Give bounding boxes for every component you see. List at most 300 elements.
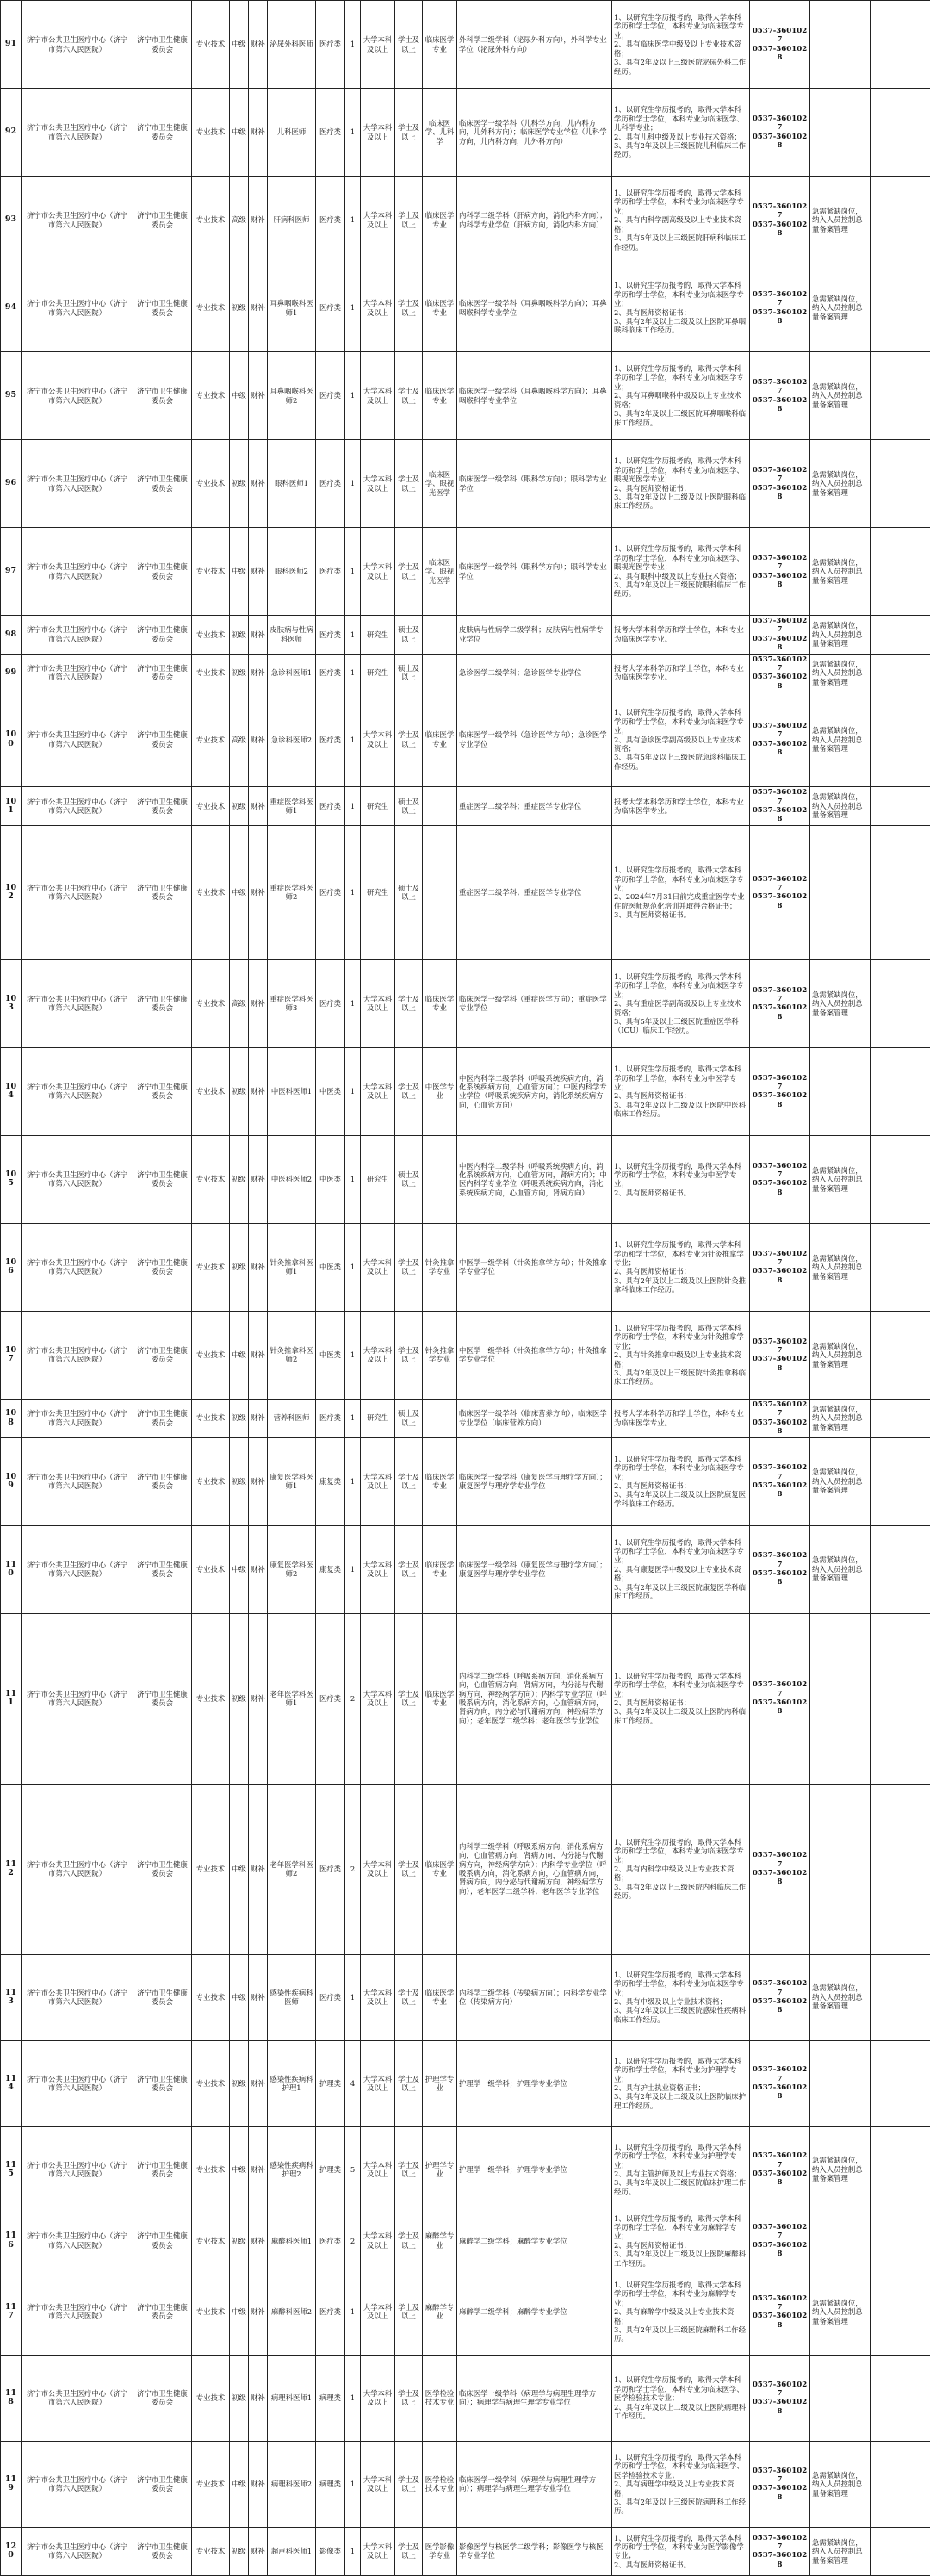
table-row: [1, 352, 930, 440]
post-category-cell: 专业技术: [192, 1437, 230, 1525]
department-cell: 济宁市卫生健康委员会: [133, 2355, 192, 2441]
post-level-cell: 初级: [230, 616, 249, 655]
headcount-cell: 1: [345, 264, 361, 352]
note-cell: [810, 2355, 871, 2441]
unit-name-cell: 济宁市公共卫生医疗中心（济宁市第六人民医院）: [22, 1311, 133, 1399]
funding-type-cell: 财补: [249, 616, 268, 655]
headcount-cell: 1: [345, 654, 361, 692]
department-cell: 济宁市卫生健康委员会: [133, 1311, 192, 1399]
headcount-cell: 1: [345, 1223, 361, 1311]
post-level-cell: 中级: [230, 89, 249, 177]
undergrad-major-cell: 医学影像学专业: [423, 2527, 457, 2575]
post-category-cell: 专业技术: [192, 352, 230, 440]
requirements-cell: 1、以研究生学历报考的，取得大学本科学历和学士学位，本科专业为中医学专业； 2、具有医师资格证书； 3、具有2年及以上二级及以上医院中医科临床工作经历。: [612, 1047, 750, 1135]
requirements-cell: 1、以研究生学历报考的，取得大学本科学历和学士学位，本科专业为临床医学、医学检验技术专业； 2、具有2年及以上二级及以上医院病理科工作经历。: [612, 2355, 750, 2441]
empty-cell: [871, 787, 930, 826]
department-cell: 济宁市卫生健康委员会: [133, 440, 192, 528]
unit-name-cell: 济宁市公共卫生医疗中心（济宁市第六人民医院）: [22, 692, 133, 787]
exam-type-cell: 康复类: [316, 1525, 345, 1613]
empty-cell: [871, 1399, 930, 1437]
row-number: 93: [1, 177, 22, 264]
post-category-cell: 专业技术: [192, 2355, 230, 2441]
department-cell: 济宁市卫生健康委员会: [133, 2441, 192, 2527]
note-cell: 急需紧缺岗位，纳入人员控制总量备案管理: [810, 654, 871, 692]
post-name-cell: 麻醉科医师1: [268, 2213, 316, 2269]
degree-cell: 硕士及以上: [395, 1399, 423, 1437]
requirements-cell: 1、以研究生学历报考的，取得大学本科学历和学士学位，本科专业为临床医学专业； 2、具有中级及以上专业技术资格； 3、具有2年及以上三级医院感染性疾病科临床工作经历。: [612, 1954, 750, 2040]
funding-type-cell: 财补: [249, 654, 268, 692]
post-level-cell: 中级: [230, 1954, 249, 2040]
requirements-cell: 1、以研究生学历报考的，取得大学本科学历和学士学位，本科专业为临床医学、儿科学专业； 2、具有儿科中级及以上专业技术资格； 3、具有2年及以上三级医院儿科临床工作经历。: [612, 89, 750, 177]
note-cell: 急需紧缺岗位，纳入人员控制总量备案管理: [810, 352, 871, 440]
undergrad-major-cell: 临床医学专业: [423, 1437, 457, 1525]
table-row: [1, 89, 930, 177]
row-number: 105: [1, 1135, 22, 1223]
undergrad-major-cell: 临床医学专业: [423, 1784, 457, 1954]
note-cell: 急需紧缺岗位，纳入人员控制总量备案管理: [810, 1135, 871, 1223]
phone-cell: 0537-3601027 0537-3601028: [750, 959, 810, 1047]
undergrad-major-cell: [423, 1399, 457, 1437]
unit-name-cell: 济宁市公共卫生医疗中心（济宁市第六人民医院）: [22, 2269, 133, 2355]
phone-cell: 0537-3601027 0537-3601028: [750, 2040, 810, 2126]
note-cell: 急需紧缺岗位，纳入人员控制总量备案管理: [810, 1311, 871, 1399]
exam-type-cell: 病理类: [316, 2441, 345, 2527]
exam-type-cell: 医疗类: [316, 1, 345, 89]
empty-cell: [871, 440, 930, 528]
note-cell: 急需紧缺岗位，纳入人员控制总量备案管理: [810, 2126, 871, 2213]
funding-type-cell: 财补: [249, 1, 268, 89]
degree-cell: 学士及以上: [395, 528, 423, 616]
row-number: 119: [1, 2441, 22, 2527]
headcount-cell: 1: [345, 825, 361, 959]
department-cell: 济宁市卫生健康委员会: [133, 1047, 192, 1135]
exam-type-cell: 护理类: [316, 2040, 345, 2126]
table-row: [1, 2269, 930, 2355]
postgrad-major-cell: 临床医学一级学科（急诊医学方向）；急诊医学专业学位: [457, 692, 612, 787]
funding-type-cell: 财补: [249, 825, 268, 959]
post-level-cell: 中级: [230, 1311, 249, 1399]
exam-type-cell: 医疗类: [316, 2269, 345, 2355]
requirements-cell: 1、以研究生学历报考的，取得大学本科学历和学士学位，本科专业为临床医学、眼视光医学专业； 2、具有眼科中级及以上专业技术资格； 3、具有2年及以上三级医院眼科临床工作经历。: [612, 528, 750, 616]
undergrad-major-cell: 临床医学专业: [423, 1954, 457, 2040]
table-row: [1, 2355, 930, 2441]
postgrad-major-cell: 临床医学一级学科（耳鼻咽喉科学方向）；耳鼻咽喉科学专业学位: [457, 352, 612, 440]
empty-cell: [871, 264, 930, 352]
empty-cell: [871, 2441, 930, 2527]
undergrad-major-cell: 麻醉学专业: [423, 2269, 457, 2355]
unit-name-cell: 济宁市公共卫生医疗中心（济宁市第六人民医院）: [22, 1954, 133, 2040]
row-number: 120: [1, 2527, 22, 2575]
table-row: [1, 1613, 930, 1784]
table-row: [1, 1135, 930, 1223]
department-cell: 济宁市卫生健康委员会: [133, 2126, 192, 2213]
phone-cell: 0537-3601027 0537-3601028: [750, 616, 810, 655]
postgrad-major-cell: 临床医学一级学科（眼科学方向）；眼科学专业学位: [457, 440, 612, 528]
post-name-cell: 感染性疾病科医师: [268, 1954, 316, 2040]
funding-type-cell: 财补: [249, 440, 268, 528]
row-number: 104: [1, 1047, 22, 1135]
post-level-cell: 中级: [230, 352, 249, 440]
phone-cell: 0537-3601027 0537-3601028: [750, 440, 810, 528]
note-cell: 急需紧缺岗位，纳入人员控制总量备案管理: [810, 1437, 871, 1525]
post-level-cell: 高级: [230, 959, 249, 1047]
post-category-cell: 专业技术: [192, 787, 230, 826]
education-cell: 大学本科及以上: [361, 2441, 395, 2527]
headcount-cell: 1: [345, 1047, 361, 1135]
table-row: [1, 177, 930, 264]
row-number: 112: [1, 1784, 22, 1954]
exam-type-cell: 中医类: [316, 1223, 345, 1311]
row-number: 107: [1, 1311, 22, 1399]
unit-name-cell: 济宁市公共卫生医疗中心（济宁市第六人民医院）: [22, 2040, 133, 2126]
postgrad-major-cell: 临床医学一级学科（病理学与病理生理学方向）；病理学与病理生理学专业学位: [457, 2441, 612, 2527]
postgrad-major-cell: 临床医学一级学科（儿科学方向，儿内科方向，儿外科方向）；临床医学专业学位（儿科学方向，儿内科方向，儿外科方向）: [457, 89, 612, 177]
exam-type-cell: 医疗类: [316, 654, 345, 692]
empty-cell: [871, 2269, 930, 2355]
undergrad-major-cell: 临床医学专业: [423, 1613, 457, 1784]
post-category-cell: 专业技术: [192, 528, 230, 616]
degree-cell: 学士及以上: [395, 1223, 423, 1311]
post-level-cell: 初级: [230, 440, 249, 528]
education-cell: 大学本科及以上: [361, 1047, 395, 1135]
funding-type-cell: 财补: [249, 1437, 268, 1525]
undergrad-major-cell: 临床医学专业: [423, 692, 457, 787]
post-category-cell: 专业技术: [192, 1311, 230, 1399]
phone-cell: 0537-3601027 0537-3601028: [750, 1399, 810, 1437]
post-category-cell: 专业技术: [192, 692, 230, 787]
requirements-cell: 1、以研究生学历报考的，取得大学本科学历和学士学位，本科专业为临床医学专业； 2、具有临床医学中级及以上专业技术资格； 3、具有2年及以上三级医院泌尿外科工作经历。: [612, 1, 750, 89]
postgrad-major-cell: 皮肤病与性病学二级学科；皮肤病与性病学专业学位: [457, 616, 612, 655]
postgrad-major-cell: 护理学一级学科；护理学专业学位: [457, 2126, 612, 2213]
post-level-cell: 中级: [230, 1784, 249, 1954]
note-cell: [810, 1784, 871, 1954]
post-name-cell: 耳鼻咽喉科医师1: [268, 264, 316, 352]
exam-type-cell: 医疗类: [316, 528, 345, 616]
unit-name-cell: 济宁市公共卫生医疗中心（济宁市第六人民医院）: [22, 264, 133, 352]
empty-cell: [871, 1784, 930, 1954]
headcount-cell: 1: [345, 1954, 361, 2040]
empty-cell: [871, 528, 930, 616]
post-level-cell: 初级: [230, 1135, 249, 1223]
education-cell: 大学本科及以上: [361, 1311, 395, 1399]
unit-name-cell: 济宁市公共卫生医疗中心（济宁市第六人民医院）: [22, 1, 133, 89]
exam-type-cell: 医疗类: [316, 825, 345, 959]
empty-cell: [871, 2355, 930, 2441]
postgrad-major-cell: 临床医学一级学科（重症医学方向）；重症医学专业学位: [457, 959, 612, 1047]
headcount-cell: 1: [345, 352, 361, 440]
degree-cell: 学士及以上: [395, 2269, 423, 2355]
degree-cell: 学士及以上: [395, 2040, 423, 2126]
row-number: 97: [1, 528, 22, 616]
note-cell: 急需紧缺岗位，纳入人员控制总量备案管理: [810, 1954, 871, 2040]
table-row: [1, 2040, 930, 2126]
degree-cell: 学士及以上: [395, 177, 423, 264]
department-cell: 济宁市卫生健康委员会: [133, 2040, 192, 2126]
table-row: [1, 1047, 930, 1135]
department-cell: 济宁市卫生健康委员会: [133, 1525, 192, 1613]
note-cell: [810, 1, 871, 89]
unit-name-cell: 济宁市公共卫生医疗中心（济宁市第六人民医院）: [22, 89, 133, 177]
row-number: 92: [1, 89, 22, 177]
unit-name-cell: 济宁市公共卫生医疗中心（济宁市第六人民医院）: [22, 1135, 133, 1223]
empty-cell: [871, 1525, 930, 1613]
unit-name-cell: 济宁市公共卫生医疗中心（济宁市第六人民医院）: [22, 787, 133, 826]
funding-type-cell: 财补: [249, 1223, 268, 1311]
degree-cell: 学士及以上: [395, 2441, 423, 2527]
headcount-cell: 1: [345, 1311, 361, 1399]
exam-type-cell: 医疗类: [316, 2213, 345, 2269]
undergrad-major-cell: 临床医学、眼视光医学: [423, 440, 457, 528]
department-cell: 济宁市卫生健康委员会: [133, 787, 192, 826]
education-cell: 大学本科及以上: [361, 177, 395, 264]
table-row: [1, 1223, 930, 1311]
empty-cell: [871, 654, 930, 692]
requirements-cell: 1、以研究生学历报考的，取得大学本科学历和学士学位，本科专业为针灸推拿学专业； 2、具有医师资格证书； 3、具有2年及以上二级及以上医院针灸推拿科临床工作经历。: [612, 1223, 750, 1311]
post-name-cell: 重症医学科医师3: [268, 959, 316, 1047]
requirements-cell: 1、以研究生学历报考的，取得大学本科学历和学士学位，本科专业为临床医学专业； 2、具有耳鼻咽喉科中级及以上专业技术资格； 3、具有2年及以上三级医院耳鼻咽喉科临床工作经历。: [612, 352, 750, 440]
headcount-cell: 1: [345, 1437, 361, 1525]
post-category-cell: 专业技术: [192, 2126, 230, 2213]
exam-type-cell: 中医类: [316, 1311, 345, 1399]
education-cell: 大学本科及以上: [361, 264, 395, 352]
department-cell: 济宁市卫生健康委员会: [133, 2527, 192, 2575]
note-cell: [810, 2213, 871, 2269]
post-name-cell: 感染性疾病科护理1: [268, 2040, 316, 2126]
department-cell: 济宁市卫生健康委员会: [133, 177, 192, 264]
exam-type-cell: 医疗类: [316, 177, 345, 264]
degree-cell: 学士及以上: [395, 1954, 423, 2040]
row-number: 114: [1, 2040, 22, 2126]
exam-type-cell: 医疗类: [316, 264, 345, 352]
exam-type-cell: 医疗类: [316, 1399, 345, 1437]
postgrad-major-cell: 中医学一级学科（针灸推拿学方向）；针灸推拿学专业学位: [457, 1311, 612, 1399]
education-cell: 大学本科及以上: [361, 352, 395, 440]
funding-type-cell: 财补: [249, 2441, 268, 2527]
education-cell: 研究生: [361, 654, 395, 692]
funding-type-cell: 财补: [249, 692, 268, 787]
funding-type-cell: 财补: [249, 959, 268, 1047]
requirements-cell: 1、以研究生学历报考的，取得大学本科学历和学士学位，本科专业为针灸推拿学专业； 2、具有针灸推拿中级及以上专业技术资格； 3、具有2年及以上三级医院针灸推拿科临床工作经历。: [612, 1311, 750, 1399]
phone-cell: 0537-3601027 0537-3601028: [750, 2355, 810, 2441]
empty-cell: [871, 2527, 930, 2575]
undergrad-major-cell: 中医学专业: [423, 1047, 457, 1135]
funding-type-cell: 财补: [249, 1613, 268, 1784]
post-name-cell: 超声科医师1: [268, 2527, 316, 2575]
post-level-cell: 中级: [230, 1525, 249, 1613]
undergrad-major-cell: [423, 654, 457, 692]
empty-cell: [871, 616, 930, 655]
empty-cell: [871, 825, 930, 959]
undergrad-major-cell: 针灸推拿学专业: [423, 1311, 457, 1399]
note-cell: 急需紧缺岗位，纳入人员控制总量备案管理: [810, 692, 871, 787]
table-body: [1, 1, 930, 2576]
post-name-cell: 泌尿外科医师: [268, 1, 316, 89]
empty-cell: [871, 1, 930, 89]
post-level-cell: 高级: [230, 177, 249, 264]
degree-cell: 学士及以上: [395, 1525, 423, 1613]
requirements-cell: 1、以研究生学历报考的，取得大学本科学历和学士学位，本科专业为临床医学专业； 2、具有内科学副高级及以上专业技术资格； 3、具有5年及以上三级医院肝病科临床工作经历。: [612, 177, 750, 264]
education-cell: 研究生: [361, 1399, 395, 1437]
table-row: [1, 616, 930, 655]
note-cell: 急需紧缺岗位，纳入人员控制总量备案管理: [810, 959, 871, 1047]
row-number: 116: [1, 2213, 22, 2269]
post-name-cell: 感染性疾病科护理2: [268, 2126, 316, 2213]
undergrad-major-cell: [423, 616, 457, 655]
headcount-cell: 1: [345, 1525, 361, 1613]
exam-type-cell: 影像类: [316, 2527, 345, 2575]
row-number: 111: [1, 1613, 22, 1784]
requirements-cell: 1、以研究生学历报考的，取得大学本科学历和学士学位，本科专业为临床医学专业； 2、2024年7月31日前完成重症医学专业住院医师规范化培训并取得合格证书； 3、具有医师资格证书。: [612, 825, 750, 959]
degree-cell: 学士及以上: [395, 2126, 423, 2213]
postgrad-major-cell: 临床医学一级学科（临床营养方向）；临床医学专业学位（临床营养方向）: [457, 1399, 612, 1437]
unit-name-cell: 济宁市公共卫生医疗中心（济宁市第六人民医院）: [22, 1613, 133, 1784]
department-cell: 济宁市卫生健康委员会: [133, 1135, 192, 1223]
row-number: 102: [1, 825, 22, 959]
education-cell: 大学本科及以上: [361, 2527, 395, 2575]
phone-cell: 0537-3601027 0537-3601028: [750, 1, 810, 89]
undergrad-major-cell: [423, 787, 457, 826]
postgrad-major-cell: 临床医学一级学科（眼科学方向）；眼科学专业学位: [457, 528, 612, 616]
education-cell: 研究生: [361, 616, 395, 655]
headcount-cell: 1: [345, 177, 361, 264]
post-category-cell: 专业技术: [192, 1047, 230, 1135]
exam-type-cell: 病理类: [316, 2355, 345, 2441]
requirements-cell: 1、以研究生学历报考的，取得大学本科学历和学士学位，本科专业为麻醉学专业； 2、具有医师资格证书； 3、具有2年及以上二级及以上医院麻醉科工作经历。: [612, 2213, 750, 2269]
department-cell: 济宁市卫生健康委员会: [133, 352, 192, 440]
funding-type-cell: 财补: [249, 2355, 268, 2441]
postgrad-major-cell: 麻醉学二级学科；麻醉学专业学位: [457, 2269, 612, 2355]
post-name-cell: 皮肤病与性病科医师: [268, 616, 316, 655]
phone-cell: 0537-3601027 0537-3601028: [750, 2527, 810, 2575]
headcount-cell: 2: [345, 2213, 361, 2269]
post-category-cell: 专业技术: [192, 1613, 230, 1784]
postgrad-major-cell: 急诊医学二级学科；急诊医学专业学位: [457, 654, 612, 692]
phone-cell: 0537-3601027 0537-3601028: [750, 692, 810, 787]
row-number: 118: [1, 2355, 22, 2441]
education-cell: 大学本科及以上: [361, 1, 395, 89]
post-category-cell: 专业技术: [192, 959, 230, 1047]
unit-name-cell: 济宁市公共卫生医疗中心（济宁市第六人民医院）: [22, 177, 133, 264]
funding-type-cell: 财补: [249, 528, 268, 616]
unit-name-cell: 济宁市公共卫生医疗中心（济宁市第六人民医院）: [22, 528, 133, 616]
empty-cell: [871, 1135, 930, 1223]
postgrad-major-cell: 麻醉学二级学科；麻醉学专业学位: [457, 2213, 612, 2269]
post-name-cell: 病理科医师2: [268, 2441, 316, 2527]
headcount-cell: 1: [345, 959, 361, 1047]
requirements-cell: 报考大学本科学历和学士学位，本科专业为临床医学专业。: [612, 654, 750, 692]
funding-type-cell: 财补: [249, 1399, 268, 1437]
post-level-cell: 高级: [230, 692, 249, 787]
exam-type-cell: 医疗类: [316, 1954, 345, 2040]
post-category-cell: 专业技术: [192, 2441, 230, 2527]
note-cell: [810, 1613, 871, 1784]
postgrad-major-cell: 临床医学一级学科（病理学与病理生理学方向）；病理学与病理生理学专业学位: [457, 2355, 612, 2441]
note-cell: 急需紧缺岗位，纳入人员控制总量备案管理: [810, 1525, 871, 1613]
degree-cell: 学士及以上: [395, 1311, 423, 1399]
note-cell: 急需紧缺岗位，纳入人员控制总量备案管理: [810, 2527, 871, 2575]
degree-cell: 硕士及以上: [395, 1135, 423, 1223]
post-category-cell: 专业技术: [192, 1954, 230, 2040]
requirements-cell: 1、以研究生学历报考的，取得大学本科学历和学士学位，本科专业为护理学专业； 2、具有护士执业资格证书； 3、具有2年及以上二级及以上医院临床护理工作经历。: [612, 2040, 750, 2126]
unit-name-cell: 济宁市公共卫生医疗中心（济宁市第六人民医院）: [22, 352, 133, 440]
phone-cell: 0537-3601027 0537-3601028: [750, 1437, 810, 1525]
note-cell: 急需紧缺岗位，纳入人员控制总量备案管理: [810, 2269, 871, 2355]
undergrad-major-cell: [423, 1135, 457, 1223]
empty-cell: [871, 692, 930, 787]
post-category-cell: 专业技术: [192, 1784, 230, 1954]
phone-cell: 0537-3601027 0537-3601028: [750, 2213, 810, 2269]
postgrad-major-cell: 中医学一级学科（针灸推拿学方向）；针灸推拿学专业学位: [457, 1223, 612, 1311]
requirements-cell: 1、以研究生学历报考的，取得大学本科学历和学士学位，本科专业为临床医学、眼视光医学专业； 2、具有医师资格证书； 3、具有2年及以上二级及以上医院眼科临床工作经历。: [612, 440, 750, 528]
funding-type-cell: 财补: [249, 2527, 268, 2575]
funding-type-cell: 财补: [249, 787, 268, 826]
undergrad-major-cell: 临床医学专业: [423, 264, 457, 352]
post-category-cell: 专业技术: [192, 2213, 230, 2269]
funding-type-cell: 财补: [249, 2269, 268, 2355]
education-cell: 大学本科及以上: [361, 1437, 395, 1525]
funding-type-cell: 财补: [249, 1311, 268, 1399]
post-name-cell: 耳鼻咽喉科医师2: [268, 352, 316, 440]
post-name-cell: 肝病科医师: [268, 177, 316, 264]
post-level-cell: 中级: [230, 2269, 249, 2355]
undergrad-major-cell: 针灸推拿学专业: [423, 1223, 457, 1311]
unit-name-cell: 济宁市公共卫生医疗中心（济宁市第六人民医院）: [22, 2441, 133, 2527]
empty-cell: [871, 1047, 930, 1135]
phone-cell: 0537-3601027 0537-3601028: [750, 654, 810, 692]
education-cell: 大学本科及以上: [361, 440, 395, 528]
table-row: [1, 1399, 930, 1437]
undergrad-major-cell: 临床医学、儿科学: [423, 89, 457, 177]
phone-cell: 0537-3601027 0537-3601028: [750, 177, 810, 264]
education-cell: 大学本科及以上: [361, 2040, 395, 2126]
row-number: 106: [1, 1223, 22, 1311]
phone-cell: 0537-3601027 0537-3601028: [750, 787, 810, 826]
headcount-cell: 2: [345, 1784, 361, 1954]
undergrad-major-cell: 医学检验技术专业: [423, 2355, 457, 2441]
phone-cell: 0537-3601027 0537-3601028: [750, 825, 810, 959]
phone-cell: 0537-3601027 0537-3601028: [750, 2126, 810, 2213]
post-category-cell: 专业技术: [192, 825, 230, 959]
requirements-cell: 1、以研究生学历报考的，取得大学本科学历和学士学位，本科专业为临床医学、医学检验技术专业； 2、具有病理学中级及以上专业技术资格； 3、具有2年及以上三级医院病理科工作经历。: [612, 2441, 750, 2527]
degree-cell: 学士及以上: [395, 2355, 423, 2441]
education-cell: 大学本科及以上: [361, 528, 395, 616]
funding-type-cell: 财补: [249, 264, 268, 352]
headcount-cell: 1: [345, 1135, 361, 1223]
table-row: [1, 2213, 930, 2269]
department-cell: 济宁市卫生健康委员会: [133, 528, 192, 616]
headcount-cell: 1: [345, 2527, 361, 2575]
table-row: [1, 1, 930, 89]
post-level-cell: 中级: [230, 528, 249, 616]
education-cell: 大学本科及以上: [361, 2126, 395, 2213]
post-name-cell: 中医科医师1: [268, 1047, 316, 1135]
table-row: [1, 787, 930, 826]
education-cell: 大学本科及以上: [361, 1525, 395, 1613]
phone-cell: 0537-3601027 0537-3601028: [750, 264, 810, 352]
phone-cell: 0537-3601027 0537-3601028: [750, 2441, 810, 2527]
phone-cell: 0537-3601027 0537-3601028: [750, 352, 810, 440]
table-row: [1, 1954, 930, 2040]
phone-cell: 0537-3601027 0537-3601028: [750, 1954, 810, 2040]
requirements-cell: 1、以研究生学历报考的，取得大学本科学历和学士学位，本科专业为临床医学专业； 2、具有医师资格证书； 3、具有2年及以上二级及以上医院内科临床工作经历。: [612, 1613, 750, 1784]
note-cell: [810, 89, 871, 177]
undergrad-major-cell: 护理学专业: [423, 2126, 457, 2213]
education-cell: 大学本科及以上: [361, 2213, 395, 2269]
row-number: 100: [1, 692, 22, 787]
post-category-cell: 专业技术: [192, 440, 230, 528]
post-name-cell: 重症医学科医师1: [268, 787, 316, 826]
postgrad-major-cell: 内科学二级学科（呼吸系病方向，消化系病方向，心血管病方向，肾病方向，内分泌与代谢病方向，神经病学方向）；内科学专业学位（呼吸系病方向，消化系病方向，心血管病方向，肾病方向，内分泌与代谢病方向，神经病学方向）；老年医学二级学科；老年医学专业学位: [457, 1613, 612, 1784]
